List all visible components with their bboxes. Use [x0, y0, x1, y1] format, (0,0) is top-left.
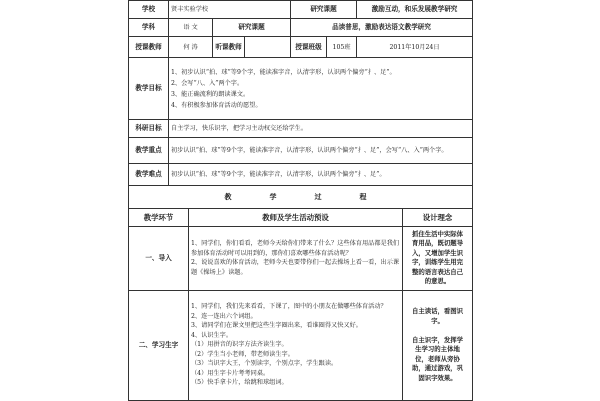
subject-label: 学科	[129, 19, 169, 37]
key-points-text: 初步认识“拍、球”等9个字，能读准字音，认清字形，认识两个偏旁“扌、足”，会写“八、入”两个字。	[169, 138, 473, 164]
activity-line: （3）当识字大王，个别读字，个别点字，学生跟读。	[191, 360, 338, 368]
difficulty-label: 教学难点	[129, 164, 169, 186]
class-value: 105班	[327, 37, 357, 58]
goal-item: 1、初步认识“拍、球”等9个字，能读准字音，认清字形，认识两个偏旁“扌、足”。	[171, 68, 396, 76]
difficulty-text: 初步认识“拍、球”等9个字，能读准字音，认清字形，认识两个偏旁“扌、足”。	[169, 164, 473, 186]
lesson-plan-page	[128, 0, 472, 400]
school-value: 贤丰实验学校	[169, 1, 291, 19]
goal-item: 4、有积极参加体育活动的愿望。	[171, 101, 262, 109]
activity-line: 2、说说喜欢的体育活动，老师今天也要带你们一起去操场上看一看，出示课题《操场上》读题。	[191, 259, 400, 276]
topic-label: 研究课题	[291, 1, 357, 19]
time-value: 2011年10月24日	[357, 37, 473, 58]
lesson-info-table	[128, 0, 473, 186]
activity-line: 3、请同学们在课文里把这些生字圈出来，看谁圈得又快又好。	[191, 322, 362, 330]
subject-value: 语 文	[169, 19, 213, 37]
activity-line: （4）用生字卡片考考同桌。	[191, 369, 270, 377]
concept-line: 自主读话，看图识字。	[411, 307, 464, 325]
activity-learn-characters	[189, 290, 403, 400]
concept-intro: 抓住生活中实际体育用品，既切题导入，又增加学生识字，训练学生用完整的语言表达自己的意思。	[403, 226, 473, 290]
integration-label: 科研目标	[129, 120, 169, 138]
goals-label: 教学目标	[129, 58, 169, 120]
goal-item: 2、会写“八、入”两个字。	[171, 79, 244, 87]
teacher-label: 授课教师	[129, 37, 169, 58]
activity-line: 1、同学们，我们先来看看，下课了，图中的小朋友在做哪些体育活动？	[191, 303, 387, 311]
process-table	[128, 186, 473, 401]
stage-intro: 一、导入	[129, 226, 189, 290]
activity-line: 1、同学们，你们看看，老师今天给你们带来了什么？这些体育用品都是我们参加体育活动时可以用到的，那你们喜欢哪些体育活动呢？	[191, 240, 400, 257]
school-label: 学校	[129, 1, 169, 19]
integration-text: 自主学习，快乐识字，把学习主动权交还给学生。	[169, 120, 473, 138]
listener-label: 听课教师	[213, 37, 245, 58]
topic-value: 激励互动，和乐发展教学研究	[357, 1, 473, 19]
research-value: 品读普思，激励表达语文教学研究	[291, 19, 473, 37]
stage-column-header: 教学环节	[129, 208, 189, 226]
activity-column-header: 教师及学生活动预设	[189, 208, 403, 226]
stage-learn-characters: 二、学习生字	[129, 290, 189, 400]
activity-intro	[189, 226, 403, 290]
activity-line: 4、认识生字。	[191, 331, 233, 339]
research-label: 研究课题	[213, 19, 291, 37]
concept-learn-characters	[403, 290, 473, 400]
listener-value	[245, 37, 291, 58]
activity-line: 2、连一连出六个词组。	[191, 312, 257, 320]
activity-line: （2）学生当小老师，带老师读生字。	[191, 350, 294, 358]
key-points-label: 教学重点	[129, 138, 169, 164]
teacher-value: 何 涛	[169, 37, 213, 58]
goal-item: 3、能正确流利的朗读课文。	[171, 90, 250, 98]
activity-line: （5）快手拿卡片，给跳和球组词。	[191, 379, 288, 387]
process-title: 教学过程	[129, 186, 473, 208]
concept-column-header: 设计理念	[403, 208, 473, 226]
activity-line: （1）用拼音的识字方法齐读生字。	[191, 341, 288, 349]
concept-line: 自主识字，发挥学生学习的主体地位，老师从旁协助，通过游戏，巩固识字效果。	[411, 335, 464, 382]
class-label: 授课班级	[291, 37, 327, 58]
goals-list	[169, 58, 473, 120]
